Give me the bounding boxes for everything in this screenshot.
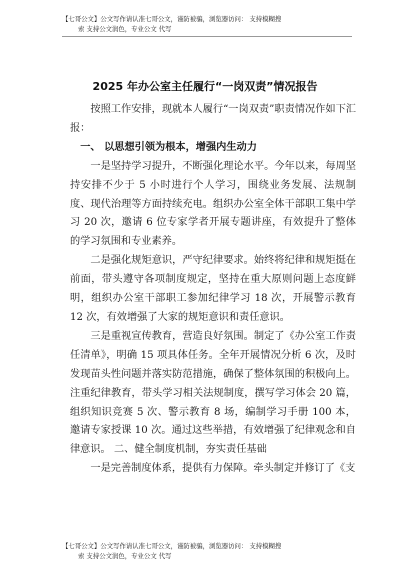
header-line-1: 【七哥公文】公文写作请认准七哥公文，谨防被骗，浏览器访问： 支持模糊搜 [62, 15, 282, 23]
page-footer-notice [62, 541, 362, 561]
body-paragraph-4: 一是完善制度体系，提供有力保障。牵头制定并修订了《支 [90, 463, 356, 475]
document-title: 2025 年办公室主任履行“一岗双责”情况报告 [92, 80, 318, 93]
footer-line-1: 【七哥公文】公文写作请认准七哥公文，谨防被骗，浏览器访问： 支持模糊搜 [62, 542, 282, 550]
document-body [70, 101, 356, 479]
section-heading-1: 一、 以思想引领为根本，增强内生动力 [80, 141, 257, 153]
page-header-notice [62, 14, 362, 34]
body-paragraph-2: 二是强化规矩意识，严守纪律要求。始终将纪律和规矩挺在前面，带头遵守各项制度规定，坚持在重大原则问题上态度鲜明，组织办公室干部职工参加纪律学习 18 次，开展警示教育 12 次，有效增强了大家的规矩意识和责任意识。 [70, 255, 356, 323]
body-paragraph-1: 一是坚持学习提升，不断强化理论水平。今年以来，每周坚持安排不少于 5 小时进行个人学习，围绕业务发展、法规制度、现代治理等方面持续充电。组织办公室全体干部职工集中学习 20 次，邀请 6 位专家学者开展专题讲座，有效提升了整体的学习氛围和专业素养。 [70, 160, 356, 248]
footer-line-2: 索 支持公文润色，专业公文 代写 [78, 552, 172, 560]
header-line-2: 索 支持公文润色，专业公文 代写 [78, 25, 172, 33]
intro-paragraph: 按照工作安排，现就本人履行“一岗双责”职责情况作如下汇报： [70, 104, 356, 134]
body-paragraph-3: 三是重视宣传教育，营造良好氛围。制定了《办公室工作责任清单》，明确 15 项具体任务。全年开展情况分析 6 次，及时发现苗头性问题并落实防范措施，确保了整体氛围的积极向上。注重纪律教育，带头学习相关法规制度，撰写学习体会 20 篇，组织知识竞赛 5 次、警示教育 8 场，编制学习手册 100 本，邀请专家授课 10 次。通过这些举措，有效增强了纪律观念和自律意识。 二、健全制度机制，夯实责任基础 [70, 330, 356, 456]
header-divider [62, 36, 352, 37]
